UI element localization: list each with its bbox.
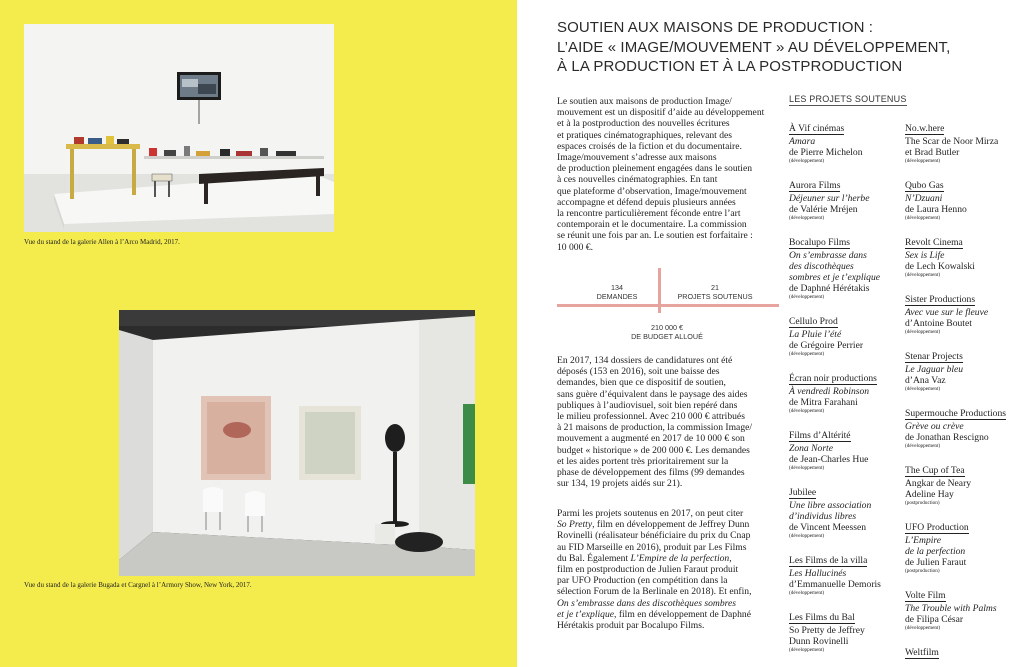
project-company: Stenar Projects bbox=[905, 351, 963, 362]
results-paragraph-text: En 2017, 134 dossiers de candidatures ont été déposés (153 en 2016), soit une baisse des demandes, bien que ce dispositif de soutien, sans guère d’équivalent dans le paysage des aides publiques à l’audiovisuel, soit bien repéré dans le milieu professionnel. Avec 210 000 € attribués à 21 maisons de production, la commission Image/ mouvement a augmenté en 2017 de 10 000 € son budget « historique » de 200 000 €. Les demandes et les aides portent très prioritairement sur la phase de développement des films (99 demandes sur 134, 19 projets aidés sur 21). bbox=[557, 355, 753, 490]
project-item bbox=[789, 118, 895, 165]
stats-divider-horizontal bbox=[557, 304, 779, 307]
project-status: (développement) bbox=[905, 329, 941, 335]
project-detail-line: On s’embrasse dans bbox=[789, 250, 867, 261]
project-detail-line: de Daphné Hérétakis bbox=[789, 283, 870, 294]
examples-paragraph bbox=[557, 508, 779, 631]
project-detail-line: Grève ou crève bbox=[905, 421, 964, 432]
project-item bbox=[905, 460, 1011, 507]
project-item bbox=[905, 175, 1011, 222]
project-detail-line: de Valérie Mréjen bbox=[789, 204, 858, 215]
project-detail-line: The Trouble with Palms bbox=[905, 603, 997, 614]
project-detail-line: et Brad Butler bbox=[905, 147, 960, 158]
project-status: (développement) bbox=[789, 158, 825, 164]
project-detail-line: de Filipa César bbox=[905, 614, 964, 625]
project-detail-line: Déjeuner sur l’herbe bbox=[789, 193, 870, 204]
stat-budget-number: 210 000 € bbox=[651, 323, 683, 332]
project-status: (développement) bbox=[905, 215, 941, 221]
project-status: (développement) bbox=[789, 351, 825, 357]
headline-line-1: SOUTIEN AUX MAISONS DE PRODUCTION : bbox=[557, 19, 874, 36]
photo-caption-bugada: Vue du stand de la galerie Bugada et Cargnel à l’Armory Show, New York, 2017. bbox=[24, 581, 252, 589]
gallery-photo-bugada bbox=[119, 310, 475, 576]
project-detail-line: Adeline Hay bbox=[905, 489, 954, 500]
project-detail-line: de Mitra Farahani bbox=[789, 397, 858, 408]
project-status: (développement) bbox=[789, 590, 825, 596]
project-company: À Vif cinémas bbox=[789, 123, 845, 134]
project-item bbox=[789, 232, 895, 301]
examples-paragraph-text bbox=[557, 508, 779, 631]
project-status: (développement) bbox=[905, 386, 941, 392]
project-status: (développement) bbox=[789, 465, 825, 471]
stat-projets-label: PROJETS SOUTENUS bbox=[677, 292, 753, 301]
projects-column-2 bbox=[905, 118, 1011, 660]
project-status: (développement) bbox=[789, 533, 825, 539]
project-detail-line: de la perfection bbox=[905, 546, 966, 557]
project-detail-line: Zona Norte bbox=[789, 443, 833, 454]
project-company: Les Films du Bal bbox=[789, 612, 855, 623]
examples-title-on-sembrasse: On s’embrasse dans des discothèques sombres et je t’explique bbox=[557, 597, 736, 620]
project-status: (postproduction) bbox=[905, 500, 940, 506]
project-company: Écran noir productions bbox=[789, 373, 877, 384]
project-detail-line: sombres et je t’explique bbox=[789, 272, 881, 283]
project-item bbox=[905, 403, 1011, 450]
project-company: Sister Productions bbox=[905, 294, 976, 305]
project-item bbox=[905, 517, 1011, 575]
projects-column-1 bbox=[789, 118, 895, 664]
project-detail-line: de Grégoire Perrier bbox=[789, 340, 864, 351]
stat-budget-label: DE BUDGET ALLOUÉ bbox=[631, 332, 703, 341]
project-company: The Cup of Tea bbox=[905, 465, 965, 476]
project-status: (développement) bbox=[905, 625, 941, 631]
project-company: Films d’Altérité bbox=[789, 430, 851, 441]
project-detail-line: N’Dzuani bbox=[905, 193, 943, 204]
project-detail-line: de Jean-Charles Hue bbox=[789, 454, 869, 465]
project-item bbox=[789, 550, 895, 597]
stat-budget bbox=[617, 323, 717, 341]
examples-title-so-pretty: So Pretty bbox=[557, 519, 593, 531]
project-status: (développement) bbox=[789, 408, 825, 414]
project-item bbox=[789, 368, 895, 415]
project-detail-line: de Pierre Michelon bbox=[789, 147, 863, 158]
project-detail-line: d’Emmanuelle Demoris bbox=[789, 579, 881, 590]
project-status: (développement) bbox=[789, 647, 825, 653]
stat-demandes-number: 134 bbox=[611, 283, 623, 292]
project-item bbox=[789, 607, 895, 654]
project-item bbox=[789, 175, 895, 222]
project-status: (développement) bbox=[905, 272, 941, 278]
project-detail-line: The Scar de Noor Mirza bbox=[905, 136, 999, 147]
page-headline bbox=[557, 18, 967, 77]
project-detail-line: Dunn Rovinelli bbox=[789, 636, 849, 647]
project-company: Jubilee bbox=[789, 487, 817, 498]
project-detail-line: So Pretty de Jeffrey bbox=[789, 625, 865, 636]
project-item bbox=[789, 425, 895, 472]
project-detail-line: L’Empire bbox=[905, 535, 942, 546]
project-company: Bocalupo Films bbox=[789, 237, 851, 248]
project-status: (développement) bbox=[905, 443, 941, 449]
stat-projets bbox=[675, 283, 755, 301]
project-company: Aurora Films bbox=[789, 180, 841, 191]
project-company: UFO Production bbox=[905, 522, 969, 533]
intro-paragraph bbox=[557, 96, 779, 253]
project-detail-line: de Julien Faraut bbox=[905, 557, 967, 568]
project-detail-line: Sex is Life bbox=[905, 250, 945, 261]
examples-title-empire: L’Empire de la perfection bbox=[630, 552, 730, 564]
gallery-photo-bugada-illustration bbox=[119, 310, 475, 576]
project-status: (développement) bbox=[905, 158, 941, 164]
project-detail-line: des discothèques bbox=[789, 261, 854, 272]
headline-line-3: À LA PRODUCTION ET À LA POSTPRODUCTION bbox=[557, 58, 903, 75]
project-company: Volte Film bbox=[905, 590, 946, 601]
stat-demandes bbox=[587, 283, 647, 301]
project-item bbox=[905, 642, 1011, 660]
project-item bbox=[905, 289, 1011, 336]
intro-paragraph-text: Le soutien aux maisons de production Image/ mouvement est un dispositif d’aide au développement et à la postproduction des nouvelles écritures et pratiques cinématographiques, relevant des espaces croisés de la fiction et du documentaire. Image/mouvement s’adresse aux maisons de production pleinement engagées dans le soutien à ces nouvelles cinématographies. En tant que plateforme d’observation, Image/mouvement accompagne et défend depuis plusieurs années la rencontre particulièrement féconde entre l’art contemporain et le documentaire. La commission se réunit une fois par an. Le soutien est forfaitaire : 10 000 €. bbox=[557, 96, 765, 253]
examples-text-e: , film en postproduction de Julien Faraut produit par UFO Production (en compétition dans la sélection Forum de la Berlinale en 2018). Et enfin, bbox=[557, 552, 752, 598]
project-detail-line: Le Jaguar bleu bbox=[905, 364, 964, 375]
project-company: Les Films de la villa bbox=[789, 555, 868, 566]
project-item bbox=[789, 482, 895, 540]
stat-demandes-label: DEMANDES bbox=[596, 292, 638, 301]
project-company: Cellulo Prod bbox=[789, 316, 838, 327]
project-item bbox=[905, 346, 1011, 393]
stats-graphic bbox=[557, 268, 779, 343]
project-detail-line: Angkar de Neary bbox=[905, 478, 972, 489]
project-company: Supermouche Productions bbox=[905, 408, 1006, 419]
project-detail-line: d’individus libres bbox=[789, 511, 857, 522]
project-detail-line: d’Antoine Boutet bbox=[905, 318, 972, 329]
project-detail-line: Une libre association bbox=[789, 500, 872, 511]
photo-caption-allen: Vue du stand de la galerie Allen à l’Arco Madrid, 2017. bbox=[24, 238, 180, 246]
gallery-photo-allen bbox=[24, 24, 334, 232]
headline-line-2: L’AIDE « IMAGE/MOUVEMENT » AU DÉVELOPPEMENT, bbox=[557, 38, 951, 56]
results-paragraph bbox=[557, 355, 779, 489]
project-detail-line: de Lech Kowalski bbox=[905, 261, 975, 272]
project-company: Qubo Gas bbox=[905, 180, 944, 191]
project-detail-line: Amara bbox=[789, 136, 816, 147]
project-detail-line: de Vincent Meessen bbox=[789, 522, 867, 533]
project-detail-line: La Pluie l’été bbox=[789, 329, 842, 340]
project-item bbox=[905, 585, 1011, 632]
project-detail-line: de Jonathan Rescigno bbox=[905, 432, 989, 443]
project-detail-line: Les Hallucinés bbox=[789, 568, 847, 579]
examples-text-c: , film en développement de Jeffrey Dunn Rovinelli (réalisateur bénéficiaire du prix du Cnap au FID Marseille en 2016), produit par Les Films du Bal. Également bbox=[557, 519, 751, 564]
project-status: (postproduction) bbox=[905, 568, 940, 574]
projects-heading: LES PROJETS SOUTENUS bbox=[789, 94, 907, 104]
examples-text-g: , film en développement de Daphné Hérétakis produit par Bocalupo Films. bbox=[557, 608, 751, 632]
project-item bbox=[905, 232, 1011, 279]
project-detail-line: Avec vue sur le fleuve bbox=[905, 307, 989, 318]
project-company: Weltfilm bbox=[905, 647, 939, 658]
project-company: No.w.here bbox=[905, 123, 945, 134]
project-item bbox=[789, 311, 895, 358]
project-detail-line: d’Ana Vaz bbox=[905, 375, 946, 386]
project-item bbox=[905, 118, 1011, 165]
project-company: Revolt Cinema bbox=[905, 237, 963, 248]
project-detail-line: À vendredi Robinson bbox=[789, 386, 870, 397]
gallery-photo-allen-illustration bbox=[24, 24, 334, 232]
project-status: (développement) bbox=[789, 294, 825, 300]
stat-projets-number: 21 bbox=[711, 283, 719, 292]
examples-text-a: Parmi les projets soutenus en 2017, on peut citer bbox=[557, 508, 744, 519]
project-status: (développement) bbox=[789, 215, 825, 221]
project-detail-line: de Laura Henno bbox=[905, 204, 967, 215]
